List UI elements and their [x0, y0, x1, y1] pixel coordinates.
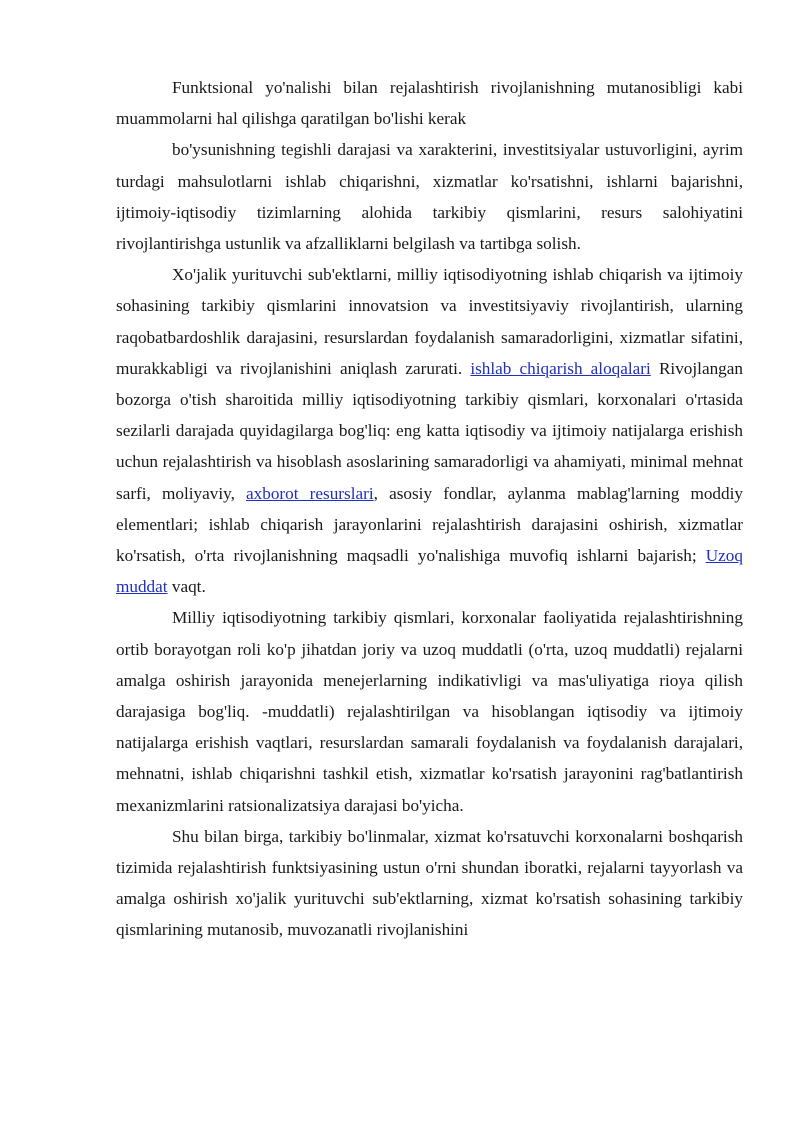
- paragraph-text: vaqt.: [167, 577, 206, 597]
- link-ishlab-chiqarish-aloqalari[interactable]: ishlab chiqarish aloqalari: [470, 358, 651, 378]
- paragraph-text: Shu bilan birga, tarkibiy bo'linmalar, xizmat ko'rsatuvchi korxonalarni boshqarish tizimida rejalashtirish funktsiyasining ustun o'rni shundan iboratki, rejalarni tayyorlash va amalga oshirish xo'jalik yurituvchi sub'ektlarning, xizmat ko'rsatish sohasining tarkibiy qismlarining mutanosib, muvozanatli rivojlanishini: [116, 826, 743, 940]
- document-page: [116, 72, 743, 946]
- paragraph-text: Milliy iqtisodiyotning tarkibiy qismlari, korxonalar faoliyatida rejalashtirishning ortib borayotgan roli ko'p jihatdan joriy va uzoq muddatli (o'rta, uzoq muddatli) rejalarni amalga oshirish jarayonida menejerlarning indikativligi va mas'uliyatiga rioya qilish darajasiga bog'liq. -muddatli) rejalashtirilgan va hisoblangan iqtisodiy va ijtimoiy natijalarga erishish vaqtlari, resurslardan samarali foydalanish va foydalanish darajalari, mehnatni, ishlab chiqarishni tashkil etish, xizmatlar ko'rsatish jarayonini rag'batlantirish mexanizmlarini ratsionalizatsiya darajasi bo'yicha.: [116, 608, 743, 815]
- paragraph-text: bo'ysunishning tegishli darajasi va xarakterini, investitsiyalar ustuvorligini, ayrim turdagi mahsulotlarni ishlab chiqarishni, xizmatlar ko'rsatishni, ishlarni bajarishni, ijtimoiy-iqtisodiy tizimlarning alohida tarkibiy qismlarini, resurs salohiyatini rivojlantirishga ustunlik va afzalliklarni belgilash va tartibga solish.: [116, 140, 743, 254]
- paragraph-1: [116, 72, 743, 134]
- paragraph-2: [116, 134, 743, 259]
- paragraph-text: , asosiy fondlar, aylanma mablag'larning moddiy elementlari; ishlab chiqarish jarayonlarini rejalashtirish darajasini oshirish, xizmatlar ko'rsatish, o'rta rivojlanishning maqsadli yo'nalishiga muvofiq ishlarni bajarish;: [116, 483, 743, 566]
- link-axborot-resurslari[interactable]: axborot resurslari: [246, 483, 374, 503]
- paragraph-4: [116, 602, 743, 820]
- paragraph-text: Rivojlangan bozorga o'tish sharoitida milliy iqtisodiyotning tarkibiy qismlari, korxonalari o'rtasida sezilarli darajada quyidagilarga bog'liq: eng katta iqtisodiy va ijtimoiy natijalarga erishish uchun rejalashtirish va hisoblash asoslarining samaradorligi va ahamiyati, minimal mehnat sarfi, moliyaviy,: [116, 358, 743, 503]
- paragraph-text: Funktsional yo'nalishi bilan rejalashtirish rivojlanishning mutanosibligi kabi muammolarni hal qilishga qaratilgan bo'lishi kerak: [116, 78, 743, 129]
- link-uzoq-muddat[interactable]: Uzoq muddat: [116, 546, 743, 597]
- paragraph-3: [116, 259, 743, 602]
- paragraph-text: Xo'jalik yurituvchi sub'ektlarni, milliy iqtisodiyotning ishlab chiqarish va ijtimoiy sohasining tarkibiy qismlarini innovatsion va investitsiyaviy rivojlantirish, ularning raqobatbardoshlik darajasini, resurslardan foydalanish samaradorligini, xizmatlar sifatini, murakkabligi va rivojlanishini aniqlash zarurati.: [116, 265, 743, 378]
- paragraph-5: [116, 821, 743, 946]
